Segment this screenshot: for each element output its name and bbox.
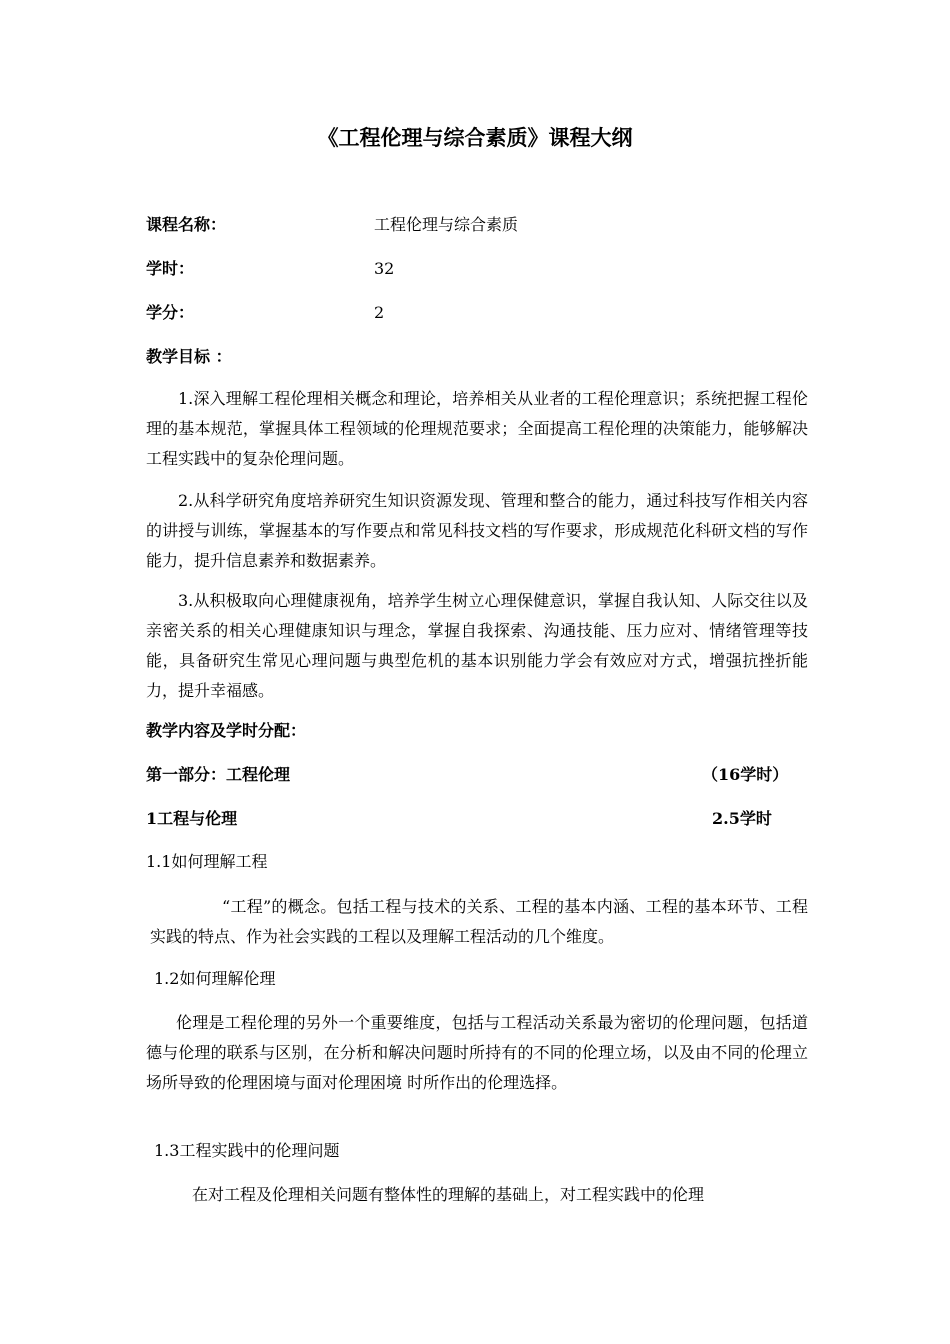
section-1-1-text: “工程”的概念。包括工程与技术的关系、工程的基本内涵、工程的基本环节、工程实践的特点、作为社会实践的工程以及理解工程活动的几个维度。: [150, 897, 808, 946]
objectives-heading: 教学目标 ：: [146, 347, 232, 366]
section-1-2-text: 伦理是工程伦理的另外一个重要维度，包括与工程活动关系最为密切的伦理问题，包括道德与伦理的联系与区别，在分析和解决问题时所持有的不同的伦理立场，以及由不同的伦理立场所导致的伦理困境与面对伦理困境 时所作出的伦理选择。: [146, 1013, 808, 1092]
section-1-2-title: 1.2如何理解伦理: [154, 969, 276, 988]
objective-paragraph-1: 1.深入理解工程伦理相关概念和理论，培养相关从业者的工程伦理意识；系统把握工程伦理的基本规范，掌握具体工程领域的伦理规范要求；全面提高工程伦理的决策能力，能够解决工程实践中的复杂伦理问题。: [146, 389, 808, 468]
objective-paragraph-3: 3.从积极取向心理健康视角，培养学生树立心理保健意识，掌握自我认知、人际交往以及亲密关系的相关心理健康知识与理念，掌握自我探索、沟通技能、压力应对、情绪管理等技能，具备研究生常见心理问题与典型危机的基本识别能力学会有效应对方式，增强抗挫折能力，提升幸福感。: [146, 591, 808, 700]
chapter1-hours: 2.5学时: [712, 809, 772, 828]
credits-value: 2: [374, 303, 385, 322]
section-1-3-text: 在对工程及伦理相关问题有整体性的理解的基础上，对工程实践中的伦理: [192, 1185, 705, 1204]
chapter1-title: 1工程与伦理: [146, 809, 238, 828]
section-1-1-title: 1.1如何理解工程: [146, 852, 268, 871]
document-title: 《工程伦理与综合素质》课程大纲: [317, 125, 633, 150]
content-heading: 教学内容及学时分配：: [146, 721, 307, 740]
chapter1-row: [146, 808, 808, 830]
hours-label: 学时：: [146, 259, 195, 278]
course-name-value: 工程伦理与综合素质: [374, 215, 519, 234]
part1-hours: （16学时）: [702, 765, 789, 784]
part1-row: [146, 764, 808, 786]
section-1-3-title: 1.3工程实践中的伦理问题: [154, 1141, 340, 1160]
hours-value: 32: [374, 259, 395, 278]
objective-paragraph-2: 2.从科学研究角度培养研究生知识资源发现、管理和整合的能力，通过科技写作相关内容的讲授与训练，掌握基本的写作要点和常见科技文档的写作要求，形成规范化科研文档的写作能力，提升信息素养和数据素养。: [146, 491, 808, 570]
course-name-label: 课程名称：: [146, 215, 227, 234]
part1-title: 第一部分：工程伦理: [146, 765, 291, 784]
credits-label: 学分：: [146, 303, 195, 322]
